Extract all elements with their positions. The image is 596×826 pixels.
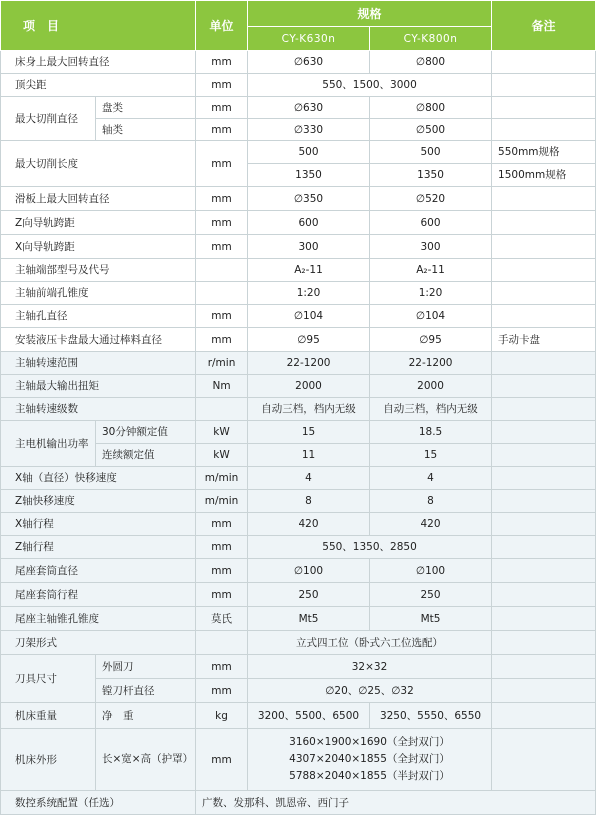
row-value-2: 1350	[370, 164, 492, 187]
row-unit: mm	[196, 513, 248, 536]
row-unit: m/min	[196, 490, 248, 513]
row-label: 主轴转速范围	[1, 352, 196, 375]
row-unit: kg	[196, 703, 248, 729]
header-model-1: CY-K630n	[248, 27, 370, 51]
row-value-1: 1350	[248, 164, 370, 187]
row-value-2: 22-1200	[370, 352, 492, 375]
row-unit: m/min	[196, 467, 248, 490]
row-value-1: ∅330	[248, 119, 370, 141]
row-label: Z轴快移速度	[1, 490, 196, 513]
row-value: ∅20、∅25、∅32	[248, 679, 492, 703]
row-label: 床身上最大回转直径	[1, 51, 196, 74]
row-unit: mm	[196, 74, 248, 97]
row-label: 尾座套筒行程	[1, 583, 196, 607]
row-value-1: 8	[248, 490, 370, 513]
row-remark	[492, 631, 596, 655]
row-value-2: 420	[370, 513, 492, 536]
row-value-2: ∅95	[370, 328, 492, 352]
row-label: 顶尖距	[1, 74, 196, 97]
row-remark	[492, 583, 596, 607]
row-unit: r/min	[196, 352, 248, 375]
row-sublabel: 净 重	[96, 703, 196, 729]
row-label: 机床重量	[1, 703, 96, 729]
row-label: 滑板上最大回转直径	[1, 187, 196, 211]
row-sublabel: 长×宽×高（护罩）	[96, 729, 196, 791]
row-remark	[492, 703, 596, 729]
row-sublabel: 轴类	[96, 119, 196, 141]
row-label: 主轴最大输出扭矩	[1, 375, 196, 398]
row-label: 最大切削直径	[1, 97, 96, 141]
row-label: 尾座主轴锥孔锥度	[1, 607, 196, 631]
row-remark	[492, 490, 596, 513]
row-unit: 莫氏	[196, 607, 248, 631]
header-unit: 单位	[196, 1, 248, 51]
row-value-1: 1:20	[248, 282, 370, 305]
row-label: 数控系统配置（任选）	[1, 791, 196, 815]
dimension-line: 3160×1900×1690（全封双门）	[289, 736, 450, 748]
row-value-2: 自动三档，档内无级	[370, 398, 492, 421]
row-unit: mm	[196, 729, 248, 791]
row-value-1: 4	[248, 467, 370, 490]
row-unit: mm	[196, 679, 248, 703]
row-sublabel: 外圆刀	[96, 655, 196, 679]
row-remark	[492, 513, 596, 536]
row-label: 刀具尺寸	[1, 655, 96, 703]
row-remark	[492, 559, 596, 583]
row-remark	[492, 607, 596, 631]
row-value-2: 300	[370, 235, 492, 259]
row-remark	[492, 421, 596, 444]
row-value	[248, 729, 492, 791]
row-remark	[492, 235, 596, 259]
row-remark	[492, 679, 596, 703]
dimension-line: 4307×2040×1855（全封双门）	[289, 753, 450, 765]
row-sublabel: 镗刀杆直径	[96, 679, 196, 703]
dimension-line: 5788×2040×1855（半封双门）	[289, 770, 450, 782]
row-remark: 1500mm规格	[492, 164, 596, 187]
row-unit	[196, 631, 248, 655]
row-unit	[196, 398, 248, 421]
row-value-2: 15	[370, 444, 492, 467]
row-sublabel: 30分钟额定值	[96, 421, 196, 444]
row-unit: mm	[196, 559, 248, 583]
row-remark	[492, 282, 596, 305]
row-remark	[492, 211, 596, 235]
row-remark	[492, 259, 596, 282]
row-value-1: 自动三档，档内无级	[248, 398, 370, 421]
row-unit: mm	[196, 187, 248, 211]
row-remark	[492, 305, 596, 328]
row-value-2: ∅100	[370, 559, 492, 583]
row-value-1: ∅100	[248, 559, 370, 583]
row-value-1: 300	[248, 235, 370, 259]
row-sublabel: 连续额定值	[96, 444, 196, 467]
row-value: 550、1350、2850	[248, 536, 492, 559]
row-value-1: 2000	[248, 375, 370, 398]
row-value-1: 500	[248, 141, 370, 164]
row-label: X轴行程	[1, 513, 196, 536]
row-label: X轴（直径）快移速度	[1, 467, 196, 490]
row-label: 刀架形式	[1, 631, 196, 655]
row-label: 主电机输出功率	[1, 421, 96, 467]
header-model-2: CY-K800n	[370, 27, 492, 51]
row-value-1: ∅95	[248, 328, 370, 352]
row-remark	[492, 655, 596, 679]
row-value-1: 22-1200	[248, 352, 370, 375]
row-unit: mm	[196, 211, 248, 235]
row-remark	[492, 398, 596, 421]
row-unit: kW	[196, 421, 248, 444]
row-value-2: Mt5	[370, 607, 492, 631]
row-unit: mm	[196, 119, 248, 141]
row-unit: mm	[196, 328, 248, 352]
row-label: 最大切削长度	[1, 141, 196, 187]
row-value: 立式四工位（卧式六工位选配）	[248, 631, 492, 655]
row-label: 尾座套筒直径	[1, 559, 196, 583]
row-sublabel: 盘类	[96, 97, 196, 119]
row-value-2: ∅104	[370, 305, 492, 328]
row-remark	[492, 187, 596, 211]
row-value-1: 11	[248, 444, 370, 467]
row-unit	[196, 282, 248, 305]
row-value-1: 3200、5500、6500	[248, 703, 370, 729]
row-unit: Nm	[196, 375, 248, 398]
row-remark	[492, 467, 596, 490]
row-unit: mm	[196, 51, 248, 74]
row-value-1: 15	[248, 421, 370, 444]
row-value-2: 3250、5550、6550	[370, 703, 492, 729]
row-value-1: 250	[248, 583, 370, 607]
row-value: 550、1500、3000	[248, 74, 492, 97]
row-remark	[492, 119, 596, 141]
row-value-2: ∅520	[370, 187, 492, 211]
row-value-1: A₂-11	[248, 259, 370, 282]
row-label: Z轴行程	[1, 536, 196, 559]
row-remark: 手动卡盘	[492, 328, 596, 352]
row-remark	[492, 375, 596, 398]
row-unit: mm	[196, 97, 248, 119]
row-unit	[196, 259, 248, 282]
row-remark	[492, 536, 596, 559]
row-label: 主轴转速级数	[1, 398, 196, 421]
row-remark	[492, 97, 596, 119]
row-value-2: 18.5	[370, 421, 492, 444]
row-value-2: 2000	[370, 375, 492, 398]
row-value-1: 420	[248, 513, 370, 536]
row-remark: 550mm规格	[492, 141, 596, 164]
row-value-2: 250	[370, 583, 492, 607]
row-value-2: 4	[370, 467, 492, 490]
row-value-2: 500	[370, 141, 492, 164]
header-spec: 规格	[248, 1, 492, 27]
row-value-2: 600	[370, 211, 492, 235]
header-remark: 备注	[492, 1, 596, 51]
row-value-2: ∅500	[370, 119, 492, 141]
row-remark	[492, 74, 596, 97]
row-unit: mm	[196, 235, 248, 259]
row-remark	[492, 444, 596, 467]
row-value: 32×32	[248, 655, 492, 679]
row-remark	[492, 51, 596, 74]
row-remark	[492, 352, 596, 375]
row-value-2: ∅800	[370, 51, 492, 74]
row-value-2: 8	[370, 490, 492, 513]
row-unit: mm	[196, 536, 248, 559]
row-label: 主轴端部型号及代号	[1, 259, 196, 282]
row-value-2: A₂-11	[370, 259, 492, 282]
row-value-1: ∅104	[248, 305, 370, 328]
row-unit: mm	[196, 141, 248, 187]
row-unit: mm	[196, 583, 248, 607]
row-label: 安装液压卡盘最大通过棒料直径	[1, 328, 196, 352]
row-label: Z向导轨跨距	[1, 211, 196, 235]
row-value-1: 600	[248, 211, 370, 235]
row-label: 主轴前端孔锥度	[1, 282, 196, 305]
row-value-1: ∅630	[248, 51, 370, 74]
row-unit: mm	[196, 655, 248, 679]
row-value: 广数、发那科、凯恩帝、西门子	[196, 791, 596, 815]
row-value-1: ∅630	[248, 97, 370, 119]
row-value-1: Mt5	[248, 607, 370, 631]
row-value-2: ∅800	[370, 97, 492, 119]
row-unit: kW	[196, 444, 248, 467]
row-label: X向导轨跨距	[1, 235, 196, 259]
header-item: 项 目	[1, 1, 196, 51]
row-label: 主轴孔直径	[1, 305, 196, 328]
row-unit: mm	[196, 305, 248, 328]
row-remark	[492, 729, 596, 791]
row-label: 机床外形	[1, 729, 96, 791]
row-value-2: 1:20	[370, 282, 492, 305]
row-value-1: ∅350	[248, 187, 370, 211]
